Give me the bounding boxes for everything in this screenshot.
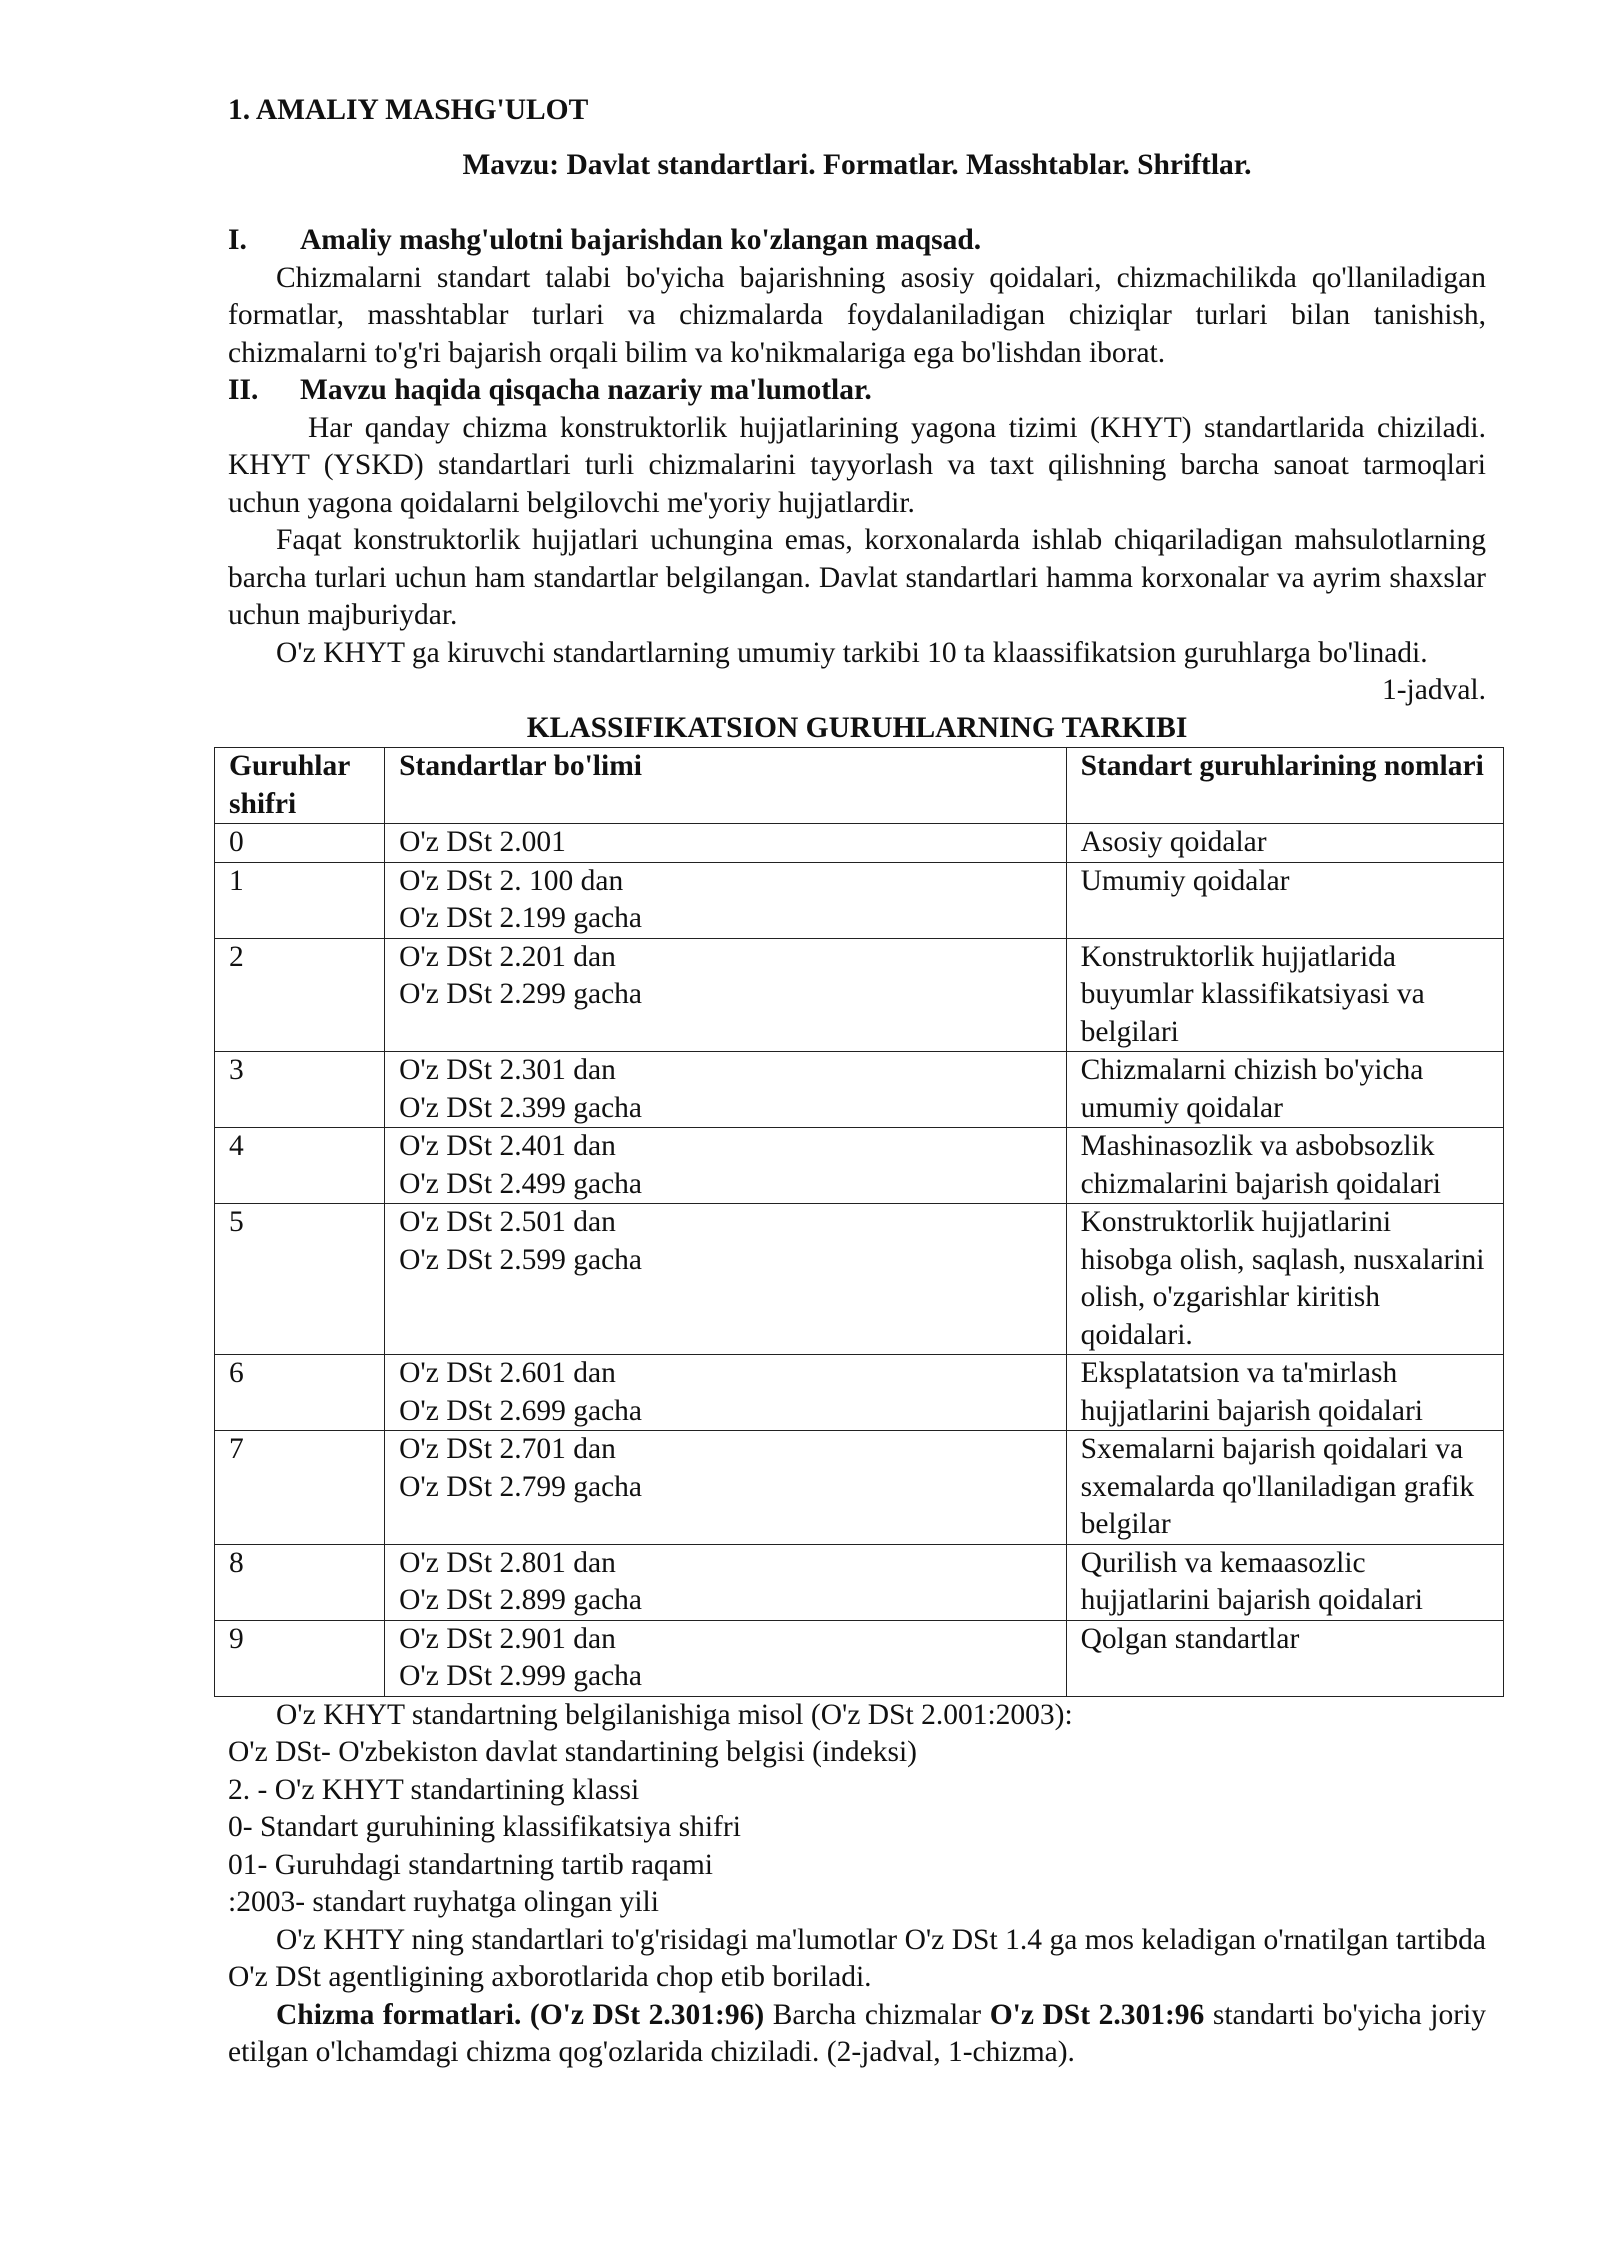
example-line: :2003- standart ruyhatga olingan yili — [228, 1886, 659, 1918]
table-header-row — [215, 748, 1504, 824]
range-end: O'z DSt 2.899 gacha — [399, 1584, 643, 1616]
range-end: O'z DSt 2.199 gacha — [399, 902, 643, 934]
group-code-cell: 7 — [215, 1431, 385, 1545]
standard-range-cell — [385, 938, 1066, 1052]
range-start: O'z DSt 2.601 dan — [399, 1357, 616, 1389]
group-code-cell: 9 — [215, 1620, 385, 1696]
group-name-cell: Konstruktorlik hujjatlarini hisobga olish, saqlash, nusxalarini olish, o'zgarishlar kiritish qoidalari. — [1066, 1204, 1503, 1355]
standard-range-cell — [385, 1128, 1066, 1204]
range-end: O'z DSt 2.799 gacha — [399, 1470, 643, 1503]
group-code-cell: 1 — [215, 862, 385, 938]
section-1-heading — [228, 222, 1486, 260]
standard-range-cell — [385, 1544, 1066, 1620]
group-code-cell: 2 — [215, 938, 385, 1052]
standard-range-cell — [385, 1355, 1066, 1431]
table-row — [215, 1204, 1504, 1355]
group-code-cell: 8 — [215, 1544, 385, 1620]
standard-range-cell — [385, 1052, 1066, 1128]
formats-text-2: standarti bo'yicha joriy etilgan o'lchamdagi chizma qog'ozlarida chiziladi. (2-jadval, 1-chizma). — [228, 1998, 1486, 2068]
example-line: 0- Standart guruhining klassifikatsiya shifri — [228, 1811, 741, 1843]
section-2-title: Mavzu haqida qisqacha nazariy ma'lumotlar. — [300, 374, 872, 406]
table-row — [215, 1128, 1504, 1204]
range-end: O'z DSt 2.499 gacha — [399, 1167, 643, 1200]
classification-table — [214, 747, 1504, 1697]
group-name-cell: Qolgan standartlar — [1066, 1620, 1503, 1696]
group-name-cell: Eksplatatsion va ta'mirlash hujjatlarini bajarish qoidalari — [1066, 1355, 1503, 1431]
group-name-cell: Sxemalarni bajarish qoidalari va sxemalarda qo'llaniladigan grafik belgilar — [1066, 1431, 1503, 1545]
section-2-paragraph-3: O'z KHYT ga kiruvchi standartlarning umumiy tarkibi 10 ta klaassifikatsion guruhlarga bo'linadi. — [276, 636, 1428, 669]
formats-title: Chizma formatlari. (O'z DSt 2.301:96) — [276, 1998, 765, 2031]
table-row — [215, 824, 1504, 863]
section-1-title: Amaliy mashg'ulotni bajarishdan ko'zlangan maqsad. — [300, 224, 982, 256]
section-2-heading — [228, 372, 1486, 410]
range-start: O'z DSt 2.501 dan — [399, 1206, 616, 1238]
group-name-cell: Konstruktorlik hujjatlarida buyumlar klassifikatsiyasi va belgilari — [1066, 938, 1503, 1052]
table-caption: KLASSIFIKATSION GURUHLARNING TARKIBI — [526, 711, 1188, 744]
table-row — [215, 1052, 1504, 1128]
range-start: O'z DSt 2.301 dan — [399, 1054, 616, 1086]
standard-range-cell — [385, 1620, 1066, 1696]
table-row — [215, 1355, 1504, 1431]
header-group-names: Standart guruhlarining nomlari — [1066, 748, 1503, 824]
group-name-cell: Mashinasozlik va asbobsozlik chizmalarini bajarish qoidalari — [1066, 1128, 1503, 1204]
header-group-code: Guruhlar shifri — [215, 748, 385, 824]
range-start: O'z DSt 2.001 — [399, 826, 566, 858]
formats-standard-ref: O'z DSt 2.301:96 — [989, 1998, 1205, 2031]
group-name-cell: Umumiy qoidalar — [1066, 862, 1503, 938]
document-page — [228, 92, 1486, 2072]
example-line: O'z DSt- O'zbekiston davlat standartining belgisi (indeksi) — [228, 1736, 918, 1768]
group-name-cell: Qurilish va kemaasozlic hujjatlarini bajarish qoidalari — [1066, 1544, 1503, 1620]
table-row — [215, 862, 1504, 938]
section-2-number: II. — [228, 374, 259, 406]
range-end: O'z DSt 2.999 gacha — [399, 1660, 643, 1692]
range-start: O'z DSt 2. 100 dan — [399, 864, 624, 897]
group-code-cell: 5 — [215, 1204, 385, 1355]
topic-title: Mavzu: Davlat standartlari. Formatlar. Masshtablar. Shriftlar. — [462, 148, 1252, 181]
section-2-paragraph-1: Har qanday chizma konstruktorlik hujjatlarining yagona tizimi (KHYT) standartlarida chiziladi. KHYT (YSKD) standartlari turli chizmalarini tayyorlash va taxt qilishning barcha sanoat tarmoqlari uchun yagona qoidalarni belgilovchi me'yoriy hujjatlardir. — [228, 411, 1486, 519]
standard-range-cell — [385, 824, 1066, 863]
range-end: O'z DSt 2.299 gacha — [399, 978, 643, 1010]
range-start: O'z DSt 2.901 dan — [399, 1622, 616, 1655]
group-name-cell: Chizmalarni chizish bo'yicha umumiy qoidalar — [1066, 1052, 1503, 1128]
range-end: O'z DSt 2.599 gacha — [399, 1243, 643, 1276]
range-end: O'z DSt 2.399 gacha — [399, 1091, 643, 1124]
section-1-number: I. — [228, 224, 247, 256]
page-heading: 1. AMALIY MASHG'ULOT — [228, 94, 589, 126]
section-2-paragraph-2: Faqat konstruktorlik hujjatlari uchungina emas, korxonalarda ishlab chiqariladigan mahsulotlarning barcha turlari uchun ham standartlar belgilangan. Davlat standartlari hamma korxonalar va ayrim shaxslar uchun majburiydar. — [228, 524, 1486, 631]
info-paragraph: O'z KHTY ning standartlari to'g'risidagi ma'lumotlar O'z DSt 1.4 ga mos keladigan o'rnatilgan tartibda O'z DSt agentligining axborotlarida chop etib boriladi. — [228, 1923, 1486, 1993]
table-body — [215, 824, 1504, 1697]
example-intro: O'z KHYT standartning belgilanishiga misol (O'z DSt 2.001:2003): — [276, 1698, 1073, 1731]
standard-range-cell — [385, 1204, 1066, 1355]
table-row — [215, 1620, 1504, 1696]
example-line: 01- Guruhdagi standartning tartib raqami — [228, 1848, 713, 1881]
table-label: 1-jadval. — [1381, 674, 1486, 706]
range-start: O'z DSt 2.201 dan — [399, 940, 616, 973]
group-code-cell: 4 — [215, 1128, 385, 1204]
standard-range-cell — [385, 1431, 1066, 1545]
example-line-list — [228, 1734, 1486, 1922]
table-row — [215, 1544, 1504, 1620]
range-end: O'z DSt 2.699 gacha — [399, 1394, 643, 1427]
range-start: O'z DSt 2.401 dan — [399, 1130, 616, 1162]
table-row — [215, 1431, 1504, 1545]
header-standards-section: Standartlar bo'limi — [385, 748, 1066, 824]
group-name-cell: Asosiy qoidalar — [1066, 824, 1503, 863]
range-start: O'z DSt 2.701 dan — [399, 1433, 616, 1465]
range-start: O'z DSt 2.801 dan — [399, 1546, 616, 1579]
section-1-text: Chizmalarni standart talabi bo'yicha bajarishning asosiy qoidalari, chizmachilikda qo'llaniladigan formatlar, masshtablar turlari va chizmalarda foydalaniladigan chiziqlar turlari bilan tanishish, chizmalarni to'g'ri bajarish orqali bilim va ko'nikmalariga ega bo'lishdan iborat. — [228, 261, 1486, 369]
example-line: 2. - O'z KHYT standartining klassi — [228, 1773, 640, 1806]
formats-text-1: Barcha chizmalar — [764, 1998, 990, 2031]
formats-paragraph — [228, 1997, 1486, 2072]
table-row — [215, 938, 1504, 1052]
standard-range-cell — [385, 862, 1066, 938]
group-code-cell: 0 — [215, 824, 385, 863]
group-code-cell: 3 — [215, 1052, 385, 1128]
group-code-cell: 6 — [215, 1355, 385, 1431]
